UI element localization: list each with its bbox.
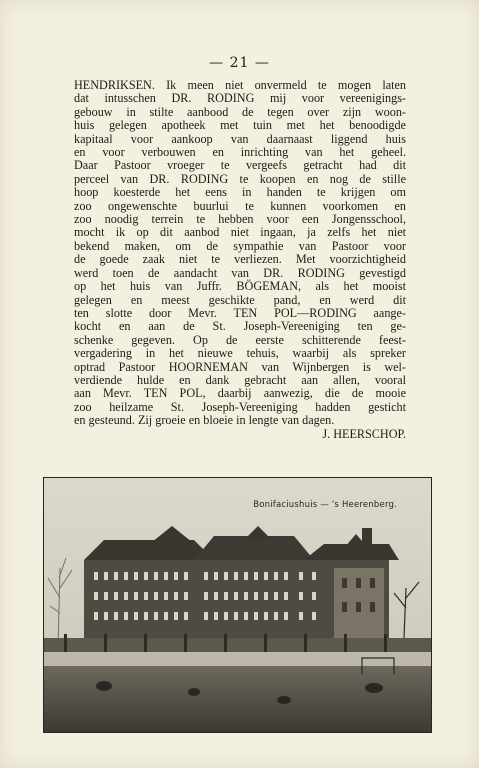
text-line: gebouw in stilte aanbood de tegen over zijn woon- <box>74 104 406 119</box>
text-line: gelegen en meest geschikte pand, en werd dit <box>74 292 406 307</box>
text-line: kapitaal voor aankoop van daarnaast liggend huis <box>74 131 406 146</box>
photo-caption: Bonifaciushuis — 's Heerenberg. <box>253 500 397 510</box>
text-line: huis gelegen apotheek met tuin met het benoodigde <box>74 118 406 133</box>
text-line: optrad Pastoor HOORNEMAN van Wijnbergen is wel- <box>74 359 406 374</box>
text-line: vergadering in het nieuwe tehuis, waarbij als spreker <box>74 346 406 361</box>
building-photo-illustration <box>44 478 431 732</box>
text-line: mocht ik op dit aanbod niet ingaan, ja zelfs het niet <box>74 225 406 240</box>
text-line: zoo heilzame St. Joseph-Vereeniging hadden gesticht <box>74 399 406 414</box>
building-photo <box>43 477 432 733</box>
text-line: zoo ongewenschte buurlui te kunnen voorkomen en <box>74 198 406 213</box>
text-line: en voor verbouwen en inrichting van het geheel. <box>74 145 406 160</box>
text-line: dat intusschen DR. RODING mij voor vereenigings- <box>74 91 406 106</box>
text-line: Daar Pastoor vroeger te vergeefs getracht had dit <box>74 158 406 173</box>
text-line: en gesteund. Zij groeie en bloeie in lengte van dagen. <box>74 413 335 428</box>
text-line: bekend maken, om de sympathie van Pastoor voor <box>74 238 406 253</box>
page-number: — 21 — <box>209 55 270 71</box>
text-line: verdiende hulde en dank gebracht aan allen, vooral <box>74 372 406 387</box>
text-line: hoop koesterde het eens in handen te krijgen om <box>74 185 406 200</box>
text-line: ten slotte door Mevr. TEN POL—RODING aange- <box>74 305 406 320</box>
text-line: aan Mevr. TEN POL, daarbij aanwezig, die de mooie <box>74 386 406 401</box>
body-text <box>74 79 406 441</box>
building-shape <box>84 526 399 638</box>
text-line: schenke gegeven. Op de eerste schitterende feest- <box>74 332 406 347</box>
signature: J. HEERSCHOP. <box>322 426 406 441</box>
text-line: HENDRIKSEN. Ik meen niet onvermeld te mogen laten <box>74 78 406 92</box>
text-line: kocht en aan de St. Joseph-Vereeniging ten ge- <box>74 319 406 334</box>
text-line: de goede zaak niet te verliezen. Met voorzichtigheid <box>74 252 406 267</box>
text-line: op het huis van Juffr. BÖGEMAN, als het mooist <box>74 279 406 294</box>
text-line: perceel van DR. RODING te koopen en nog de stille <box>74 171 406 186</box>
text-line: zoo noodig terrein te hebben voor een Jongensschool, <box>74 212 406 227</box>
text-line: werd toen de aandacht van DR. RODING gevestigd <box>74 265 406 280</box>
